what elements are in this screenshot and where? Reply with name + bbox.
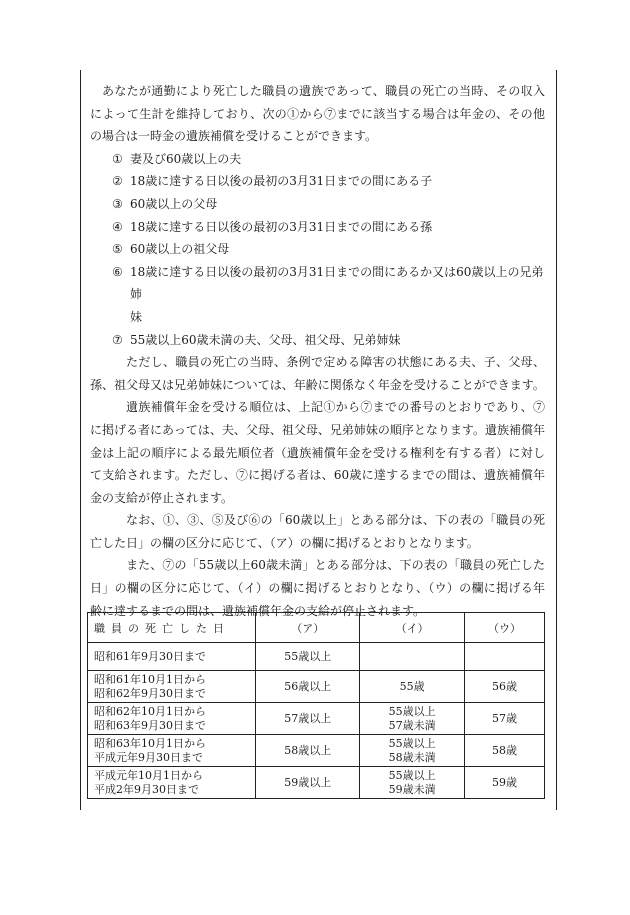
death-date-cell: 昭和62年10月1日から 昭和63年9月30日まで [88,703,256,735]
table-row [88,735,545,767]
i-cell: 55歳以上 58歳未満 [360,735,464,767]
item-number: ③ [112,196,123,211]
item-text: 60歳以上の祖父母 [130,242,230,257]
a-cell: 56歳以上 [256,671,360,703]
note-paragraph-2: また、⑦の「55歳以上60歳未満」とある部分は、下の表の「職員の死亡した日」の欄の区分に応じて、（イ）の欄に掲げるとおりとなり、（ウ）の欄に掲げる年齢に達するまでの間は、遺族補償年金の支給が停止されます。 [90,558,545,618]
header-i: （イ） [360,613,464,643]
a-cell: 57歳以上 [256,703,360,735]
u-cell [464,643,544,671]
item-number: ② [112,174,123,189]
death-date-cell: 昭和61年9月30日まで [88,643,256,671]
death-date-cell: 昭和63年10月1日から 平成元年9月30日まで [88,735,256,767]
list-item [90,170,545,193]
exception-paragraph: ただし、職員の死亡の当時、条例で定める障害の状態にある夫、子、父母、孫、祖父母又は兄弟姉妹については、年齢に関係なく年金を受けることができます。 [90,355,545,392]
u-cell: 59歳 [464,767,544,799]
table-row [88,703,545,735]
list-item [90,216,545,239]
a-cell: 55歳以上 [256,643,360,671]
item-text: 55歳以上60歳未満の夫、父母、祖父母、兄弟姉妹 [130,332,401,347]
item-number: ⑥ [112,264,123,279]
i-cell: 55歳以上 57歳未満 [360,703,464,735]
item-text-continued: 妹 [130,309,143,324]
item-text: 18歳に達する日以後の最初の3月31日までの間にある子 [130,174,433,189]
death-date-cell: 昭和61年10月1日から 昭和62年9月30日まで [88,671,256,703]
i-cell: 55歳以上 59歳未満 [360,767,464,799]
order-paragraph: 遺族補償年金を受ける順位は、上記①から⑦までの番号のとおりであり、⑦に掲げる者にあっては、夫、父母、祖父母、兄弟姉妹の順序となります。遺族補償年金は上記の順序による最先順位者（遺族補償年金を受ける権利を有する者）に対して支給されます。ただし、⑦に掲げる者は、60歳に達するまでの間は、遺族補償年金の支給が停止されます。 [90,400,545,505]
header-u: （ウ） [464,613,544,643]
item-text: 60歳以上の父母 [130,196,218,211]
item-text: 18歳に達する日以後の最初の3月31日までの間にあるか又は60歳以上の兄弟姉 [130,264,544,302]
table-row [88,643,545,671]
u-cell: 56歳 [464,671,544,703]
age-table [87,612,545,799]
table-row [88,767,545,799]
u-cell: 58歳 [464,735,544,767]
item-text: 妻及び60歳以上の夫 [130,151,242,166]
item-number: ⑤ [112,242,123,257]
item-number: ① [112,151,123,166]
note-paragraph: なお、①、③、⑤及び⑥の「60歳以上」とある部分は、下の表の「職員の死亡した日」の欄の区分に応じて、（ア）の欄に掲げるとおりとなります。 [90,513,545,550]
table-row [88,671,545,703]
eligible-list [90,148,545,351]
death-date-cell: 平成元年10月1日から 平成2年9月30日まで [88,767,256,799]
list-item [90,148,545,171]
intro-paragraph: あなたが通勤により死亡した職員の遺族であって、職員の死亡の当時、その収入によって生計を維持しており、次の①から⑦までに該当する場合は年金の、その他の場合は一時金の遺族補償を受けることができます。 [90,84,545,144]
list-item [90,238,545,261]
i-cell [360,643,464,671]
item-number: ⑦ [112,332,123,347]
u-cell: 57歳 [464,703,544,735]
item-number: ④ [112,219,123,234]
a-cell: 58歳以上 [256,735,360,767]
document-body [90,80,545,622]
header-death-date: 職員の死亡した日 [88,613,256,643]
a-cell: 59歳以上 [256,767,360,799]
list-item [90,329,545,352]
list-item [90,261,545,306]
list-item [90,193,545,216]
header-a: （ア） [256,613,360,643]
list-item-continuation [90,306,545,329]
i-cell: 55歳 [360,671,464,703]
table-header-row [88,613,545,643]
item-text: 18歳に達する日以後の最初の3月31日までの間にある孫 [130,219,433,234]
